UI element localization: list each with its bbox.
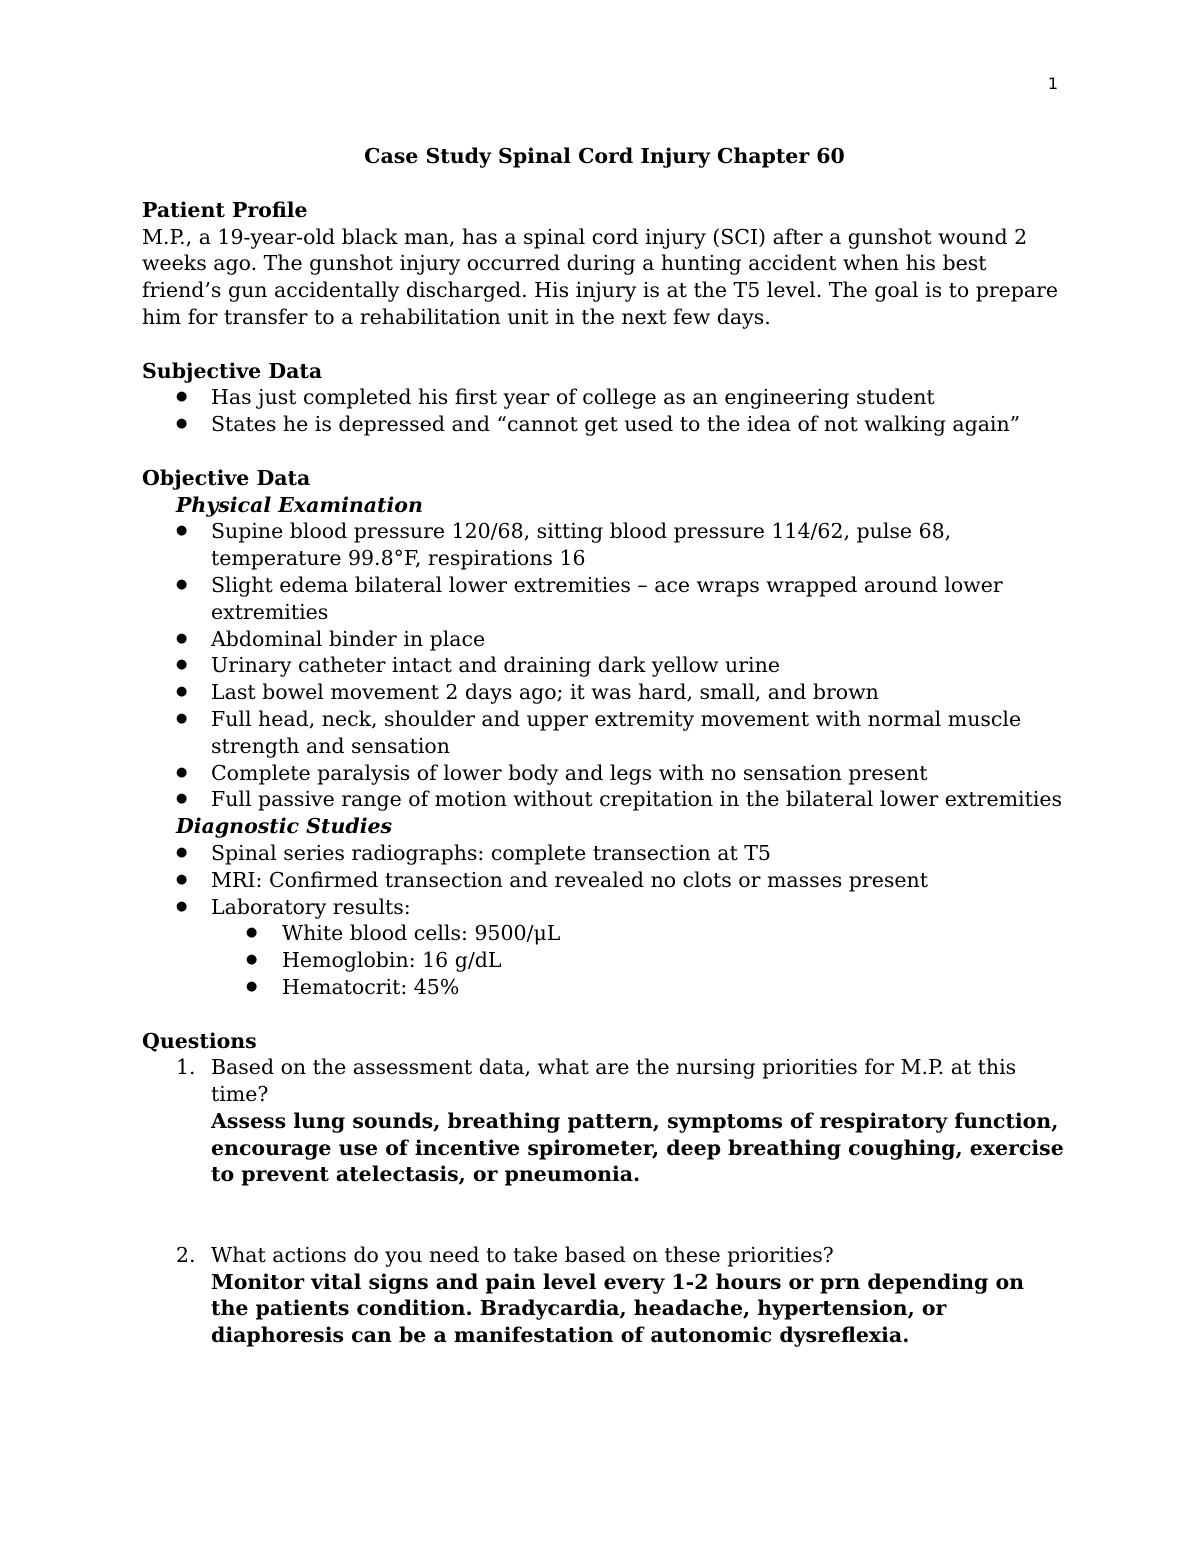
objective-data-section: [142, 465, 1067, 1001]
list-item: ● Complete paralysis of lower body and legs with no sensation present: [142, 760, 1067, 787]
question-item: [142, 1242, 1067, 1349]
diagnostic-studies-list: [142, 840, 1067, 920]
subjective-data-heading: Subjective Data: [142, 358, 323, 383]
document-title: Case Study Spinal Cord Injury Chapter 60: [364, 144, 845, 168]
list-item: ● Full passive range of motion without crepitation in the bilateral lower extremities: [142, 786, 1067, 813]
question-text: What actions do you need to take based on these priorities?: [211, 1242, 834, 1267]
page-number: 1: [1047, 74, 1058, 93]
question-number: 1.: [176, 1055, 196, 1080]
list-item: ● Full head, neck, shoulder and upper extremity movement with normal muscle strength and sensation: [142, 706, 1067, 760]
patient-profile-heading: Patient Profile: [142, 197, 308, 222]
document-body: [142, 143, 1067, 1349]
subjective-data-section: [142, 358, 1067, 438]
list-item: ● Urinary catheter intact and draining dark yellow urine: [142, 652, 1067, 679]
question-number: 2.: [176, 1242, 196, 1267]
objective-data-heading: Objective Data: [142, 465, 311, 490]
physical-examination-heading: Physical Examination: [176, 492, 423, 517]
answer-text: Assess lung sounds, breathing pattern, symptoms of respiratory function, encourage use of incentive spirometer, deep breathing coughing, exercise to prevent atelectasis, or pneumonia.: [211, 1108, 1064, 1187]
question-text: Based on the assessment data, what are the nursing priorities for M.P. at this time?: [211, 1055, 1017, 1107]
questions-heading: Questions: [142, 1028, 257, 1053]
list-item: ● MRI: Confirmed transection and revealed no clots or masses present: [142, 867, 1067, 894]
list-item: ● Hematocrit: 45%: [142, 974, 1067, 1001]
list-item: ● White blood cells: 9500/μL: [142, 920, 1067, 947]
spacer: [142, 1188, 1067, 1242]
subjective-data-list: [142, 384, 1067, 438]
list-item: ● Last bowel movement 2 days ago; it was hard, small, and brown: [142, 679, 1067, 706]
list-item: ● States he is depressed and “cannot get used to the idea of not walking again”: [142, 411, 1067, 438]
list-item: ● Slight edema bilateral lower extremities – ace wraps wrapped around lower extremities: [142, 572, 1067, 626]
patient-profile-section: [142, 197, 1067, 331]
list-item: ● Supine blood pressure 120/68, sitting blood pressure 114/62, pulse 68, temperature 99.8°F, respirations 16: [142, 518, 1067, 572]
list-item: ● Hemoglobin: 16 g/dL: [142, 947, 1067, 974]
questions-section: [142, 1028, 1067, 1350]
answer-text: Monitor vital signs and pain level every 1-2 hours or prn depending on the patients condition. Bradycardia, headache, hypertension, or diaphoresis can be a manifestation of autonomic dysreflexia.: [211, 1269, 1025, 1348]
list-item: ● Has just completed his first year of college as an engineering student: [142, 384, 1067, 411]
physical-examination-list: [142, 518, 1067, 813]
questions-list: [142, 1054, 1067, 1349]
list-item: ● Laboratory results:: [142, 894, 1067, 921]
lab-results-list: [142, 920, 1067, 1000]
patient-profile-text: M.P., a 19-year-old black man, has a spinal cord injury (SCI) after a gunshot wound 2 weeks ago. The gunshot injury occurred during a hunting accident when his best friend’s gun accidentally discharged. His injury is at the T5 level. The goal is to prepare him for transfer to a rehabilitation unit in the next few days.: [142, 224, 1059, 329]
diagnostic-studies-heading: Diagnostic Studies: [176, 814, 393, 839]
list-item: ● Spinal series radiographs: complete transection at T5: [142, 840, 1067, 867]
list-item: ● Abdominal binder in place: [142, 626, 1067, 653]
question-item: [142, 1054, 1067, 1188]
